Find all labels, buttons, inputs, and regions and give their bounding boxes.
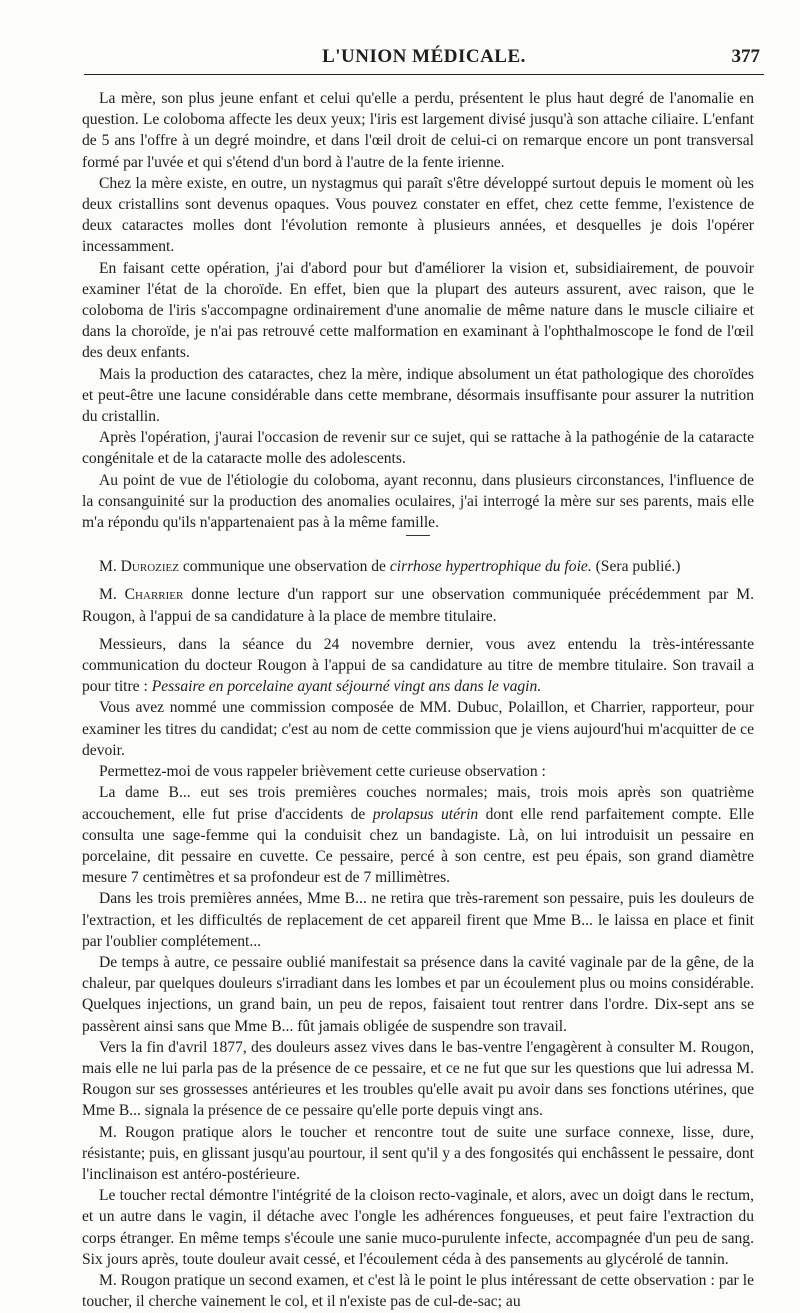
prefix: M.	[99, 558, 121, 576]
paragraph: Permettez-moi de vous rappeler brièvement cette curieuse observation :	[99, 763, 546, 781]
text: dont elle rend parfaitement compte. Elle consulta une sage-femme qui la conduisit chez un bandagiste. Là, on lui introduisit un pessaire en porcelaine, dit pessaire en cuvette. Ce pessaire, percé à son centre, est peu épais, son grand diamètre mesure 7 centimètres et sa profondeur est de 7 millimètres.	[82, 805, 754, 887]
separator-dash	[406, 535, 430, 550]
paragraph	[82, 634, 754, 698]
paragraph	[82, 782, 754, 888]
paragraph: Dans les trois premières années, Mme B... ne retira que très-rarement son pessaire, puis les douleurs de l'extraction, et les difficultés de replacement de cet appareil firent que Mme B... le laissa en place et finit par l'oublier complétement...	[82, 890, 754, 950]
text: (Sera publié.)	[591, 558, 681, 576]
observation-title: cirrhose hypertrophique du foie.	[389, 558, 592, 576]
text: La dame B... eut ses trois premières couches normales; mais, trois mois après son quatrième accouchement, elle fut prise d'accidents de	[82, 784, 754, 823]
spacer	[82, 627, 754, 634]
section-separator	[82, 535, 754, 550]
paragraph: Chez la mère existe, en outre, un nystagmus qui paraît s'être développé surtout depuis le moment où les deux cristallins sont devenus opaques. Vous pouvez constater en effet, chez cette femme, l'existence de deux cataractes molles dont l'évolution remonte à plusieurs années, et desquelles je dois l'opérer incessamment.	[82, 174, 754, 256]
running-title: L'UNION MÉDICALE.	[322, 46, 526, 67]
paragraph: De temps à autre, ce pessaire oublié manifestait sa présence dans la cavité vaginale par de la gêne, de la chaleur, par quelques douleurs s'irradiant dans les lombes et par un écoulement plus ou moins considérable. Quelques injections, un grand bain, un peu de repos, faisaient tout rentrer dans l'ordre. Dix-sept ans se passèrent ainsi sans que Mme B... fût jamais obligée de suspendre son travail.	[82, 953, 754, 1035]
paragraph: Vous avez nommé une commission composée de MM. Dubuc, Polaillon, et Charrier, rapporteur, pour examiner les titres du candidat; c'est au nom de cette commission que je viens aujourd'hui m'acquitter de ce devoir.	[82, 699, 754, 759]
page-header	[84, 44, 764, 74]
text: donne lecture d'un rapport sur une observation communiquée précédemment par M. Rougon, à l'appui de sa candidature à la place de membre titulaire.	[82, 586, 754, 625]
header-rule	[84, 74, 764, 75]
paragraph-charrier	[82, 584, 754, 626]
paragraph: Vers la fin d'avril 1877, des douleurs assez vives dans le bas-ventre l'engagèrent à consulter M. Rougon, mais elle ne lui parla pas de la présence de ce pessaire, et ce ne fut que sur les questions que lui adressa M. Rougon sur ses grossesses antérieures et les troubles qu'elle avait pu avoir dans ses fonctions utérines, que Mme B... signala la présence de ce pessaire qu'elle porte depuis vingt ans.	[82, 1038, 754, 1120]
paragraph: En faisant cette opération, j'ai d'abord pour but d'améliorer la vision et, subsidiairement, de pouvoir examiner l'état de la choroïde. En effet, bien que la plupart des auteurs assurent, avec raison, que le coloboma de l'iris s'accompagne ordinairement d'une anomalie de même nature dans le muscle ciliaire et dans la choroïde, je n'ai pas retrouvé cette malformation en examinant à l'ophthalmoscope le fond de l'œil des deux enfants.	[82, 259, 754, 362]
spacer	[82, 577, 754, 584]
paragraph: M. Rougon pratique un second examen, et c'est là le point le plus intéressant de cette observation : par le toucher, il cherche vainement le col, et il n'existe pas de cul-de-sac; au	[82, 1271, 754, 1311]
paragraph-duroziez	[82, 556, 754, 577]
article-body	[82, 88, 754, 1312]
page-number: 377	[731, 46, 760, 67]
text: communique une observation de	[178, 558, 390, 576]
paragraph: M. Rougon pratique alors le toucher et rencontre tout de suite une surface connexe, lisse, dure, résistante; puis, en glissant jusqu'au pourtour, il sent qu'il y a des fongosités qui enchâssent le pessaire, dont l'inclinaison est antéro-postérieure.	[82, 1123, 754, 1183]
work-title: Pessaire en porcelaine ayant séjourné vingt ans dans le vagin.	[151, 678, 542, 696]
paragraph: Mais la production des cataractes, chez la mère, indique absolument un état pathologique des choroïdes et peut-être une lacune considérable dans cette membrane, désormais insuffisante pour assurer la nutrition du cristallin.	[82, 365, 754, 426]
text: Messieurs, dans la séance du 24 novembre dernier, vous avez entendu la très-intéressante communication du docteur Rougon à l'appui de sa candidature au titre de membre titulaire. Son travail a pour titre :	[82, 635, 754, 696]
paragraph: Le toucher rectal démontre l'intégrité de la cloison recto-vaginale, et alors, avec un doigt dans le rectum, et un autre dans le vagin, il détache avec l'ongle les adhérences fongueuses, et peut faire l'extraction du corps étranger. En même temps s'écoule une sanie muco-purulente infecte, accompagnée d'un peu de sang. Six jours après, toute douleur avait cessé, et l'écoulement céda à des pansements au glycérolé de tannin.	[82, 1187, 754, 1268]
paragraph: La mère, son plus jeune enfant et celui qu'elle a perdu, présentent le plus haut degré de l'anomalie en question. Le coloboma affecte les deux yeux; l'iris est largement divisé jusqu'à son attache ciliaire. L'enfant de 5 ans l'offre à un degré moindre, et dans l'œil droit de celui-ci on remarque encore un pont transversal formé par l'uvée et qui s'étend d'un bord à l'autre de la fente irienne.	[82, 90, 754, 171]
speaker-name: Duroziez	[120, 558, 179, 576]
medical-term: prolapsus utérin	[372, 805, 479, 823]
paragraph: Au point de vue de l'étiologie du coloboma, ayant reconnu, dans plusieurs circonstances, l'influence de la consanguinité sur la production des anomalies oculaires, j'ai interrogé la mère sur ses parents, mais elle m'a répondu qu'ils n'appartenaient pas à la même famille.	[82, 471, 754, 532]
speaker-name: Charrier	[124, 586, 184, 604]
prefix: M.	[99, 586, 125, 604]
paragraph: Après l'opération, j'aurai l'occasion de revenir sur ce sujet, qui se rattache à la pathogénie de la cataracte congénitale et de la cataracte molle des adolescents.	[82, 429, 754, 468]
